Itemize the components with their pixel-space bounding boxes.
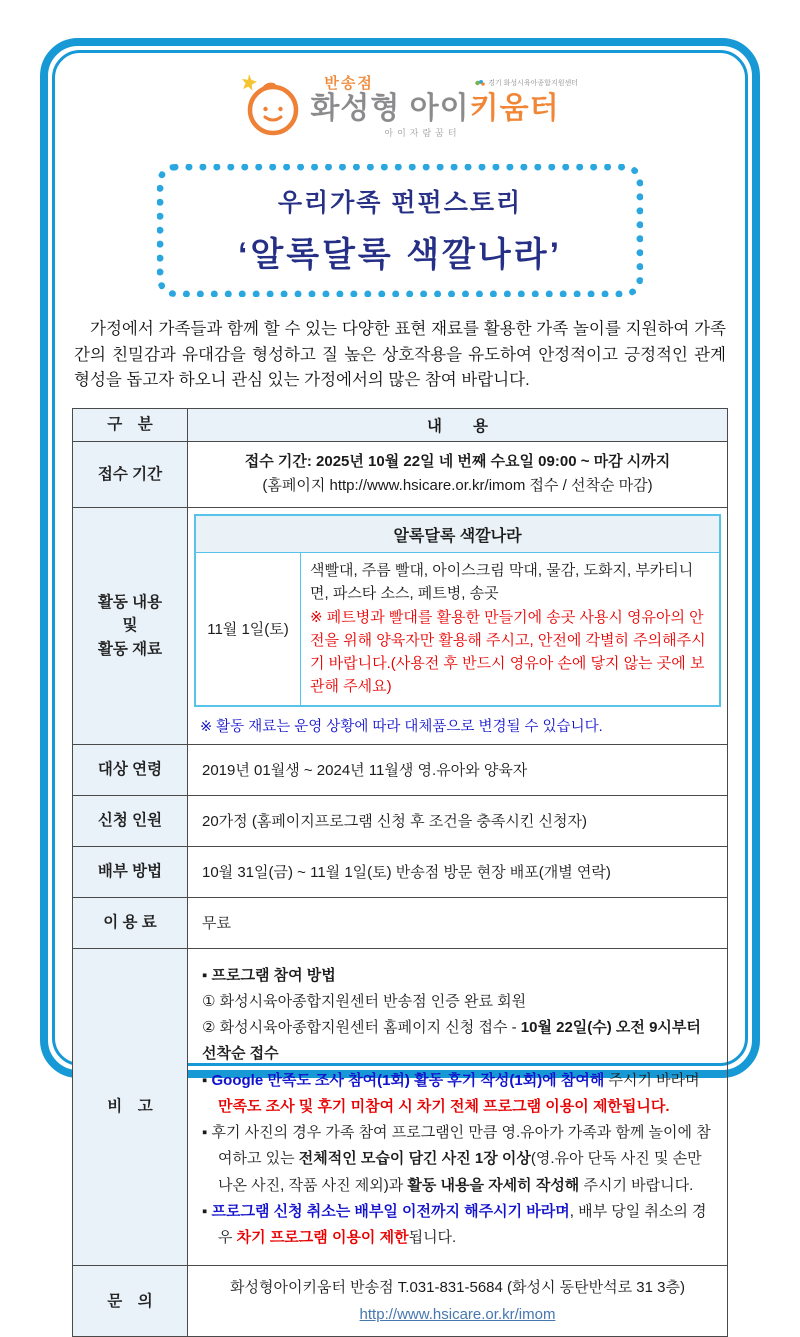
- table-row-capacity: [73, 795, 728, 846]
- remarks-line-1: ▪ 프로그램 참여 방법: [202, 966, 336, 984]
- table-row-fee: [73, 897, 728, 948]
- contact-label: 문 의: [73, 1266, 188, 1337]
- capacity-value: 20가정 (홈페이지프로그램 신청 후 조건을 충족시킨 신청자): [188, 795, 728, 846]
- remarks-line-5: ▪ 후기 사진의 경우 가족 참여 프로그램인 만큼 영.유아가 가족과 함께 놀이에 참여하고 있는 전체적인 모습이 담긴 사진 1장 이상(영.유아 단독 사진 및 손만 나온 사진, 작품 사진 제외)과 활동 내용을 자세히 작성해 주시기 바랍니다.: [202, 1124, 711, 1194]
- activity-date: 11월 1일(토): [195, 553, 301, 706]
- activity-value: [188, 508, 728, 745]
- age-label: 대상 연령: [73, 744, 188, 795]
- partner-logo-icon: [475, 79, 485, 87]
- fee-label: 이 용 료: [73, 897, 188, 948]
- title-box: [157, 164, 643, 297]
- flyer-content: [48, 46, 752, 1324]
- capacity-label: 신청 인원: [73, 795, 188, 846]
- remarks-line-3: ② 화성시육아종합지원센터 홈페이지 신청 접수 - 10월 22일(수) 오전 9시부터 선착순 접수: [202, 1019, 701, 1063]
- website-link[interactable]: http://www.hsicare.or.kr/imom: [359, 1306, 556, 1324]
- branch-name: 반송점: [324, 75, 374, 92]
- program-info-table: [72, 408, 728, 1337]
- table-row-distribution: [73, 846, 728, 897]
- remarks-value: [188, 948, 728, 1266]
- contact-value: [188, 1266, 728, 1337]
- distribution-value: 10월 31일(금) ~ 11월 1일(토) 반송점 방문 현장 배포(개별 연락): [188, 846, 728, 897]
- header-category: 구 분: [73, 408, 188, 441]
- distribution-label: 배부 방법: [73, 846, 188, 897]
- table-row-activity: [73, 508, 728, 745]
- face-logo-icon: [240, 72, 302, 138]
- activity-materials: 색빨대, 주름 빨대, 아이스크림 막대, 물감, 도화지, 부카티니 면, 파스타 소스, 페트병, 송곳 ※ 페트병과 빨대를 활용한 만들기에 송곳 사용시 영유아의 안전을 위해 양육자만 활용해 주시고, 안전에 각별히 주의해주시기 바랍니다.(사용전 후 반드시 영유아 손에 닿지 않는 곳에 보관해 주세요): [301, 553, 721, 706]
- activity-title: 알록달록 색깔나라: [195, 515, 720, 553]
- table-row-remarks: [73, 948, 728, 1266]
- table-row-age: [73, 744, 728, 795]
- decorative-frame: [40, 38, 760, 1324]
- program-title: ‘알록달록 색깔나라’: [237, 236, 563, 274]
- brand-name: 화성형 아이키움터: [310, 92, 560, 125]
- reception-value: 접수 기간: 2025년 10월 22일 네 번째 수요일 09:00 ~ 마감 시까지 (홈페이지 http://www.hsicare.or.kr/imom 접수 / 선착순 마감): [188, 441, 728, 508]
- fee-value: 무료: [188, 897, 728, 948]
- table-row-contact: [73, 1266, 728, 1337]
- program-series-title: 우리가족 펀펀스토리: [277, 189, 523, 217]
- activity-label: 활동 내용 및 활동 재료: [73, 508, 188, 745]
- brand-subtitle: 아이자람꿈터: [384, 127, 461, 138]
- reception-label: 접수 기간: [73, 441, 188, 508]
- logo-header: [72, 72, 728, 154]
- activity-detail-table: [194, 514, 721, 707]
- remarks-line-6: ▪ 프로그램 신청 취소는 배부일 이전까지 해주시기 바라며, 배부 당일 취소의 경우 차기 프로그램 이용이 제한됩니다.: [202, 1202, 707, 1247]
- table-row-reception: [73, 441, 728, 508]
- age-value: 2019년 01월생 ~ 2024년 11월생 영.유아와 양육자: [188, 744, 728, 795]
- partner-org: 경기 화성시육아종합지원센터: [475, 78, 578, 88]
- remarks-label: 비 고: [73, 948, 188, 1266]
- activity-detail-row: [195, 553, 720, 706]
- remarks-line-2: ① 화성시육아종합지원센터 반송점 인증 완료 회원: [202, 992, 527, 1010]
- remarks-line-4: ▪ Google 만족도 조사 참여(1회) 활동 후기 작성(1회)에 참여해 주시기 바라며 만족도 조사 및 후기 미참여 시 차기 전체 프로그램 이용이 제한됩니다.: [202, 1071, 700, 1115]
- intro-paragraph: 가정에서 가족들과 함께 할 수 있는 다양한 표현 재료를 활용한 가족 놀이를 지원하여 가족 간의 친밀감과 유대감을 형성하고 질 높은 상호작용을 유도하여 안정적이고 긍정적인 관계 형성을 돕고자 하오니 관심 있는 가정에서의 많은 참여 바랍니다.: [74, 320, 726, 390]
- activity-title-row: [195, 515, 720, 553]
- header-content: 내 용: [188, 408, 728, 441]
- activity-note: ※ 활동 재료는 운영 상황에 따라 대체품으로 변경될 수 있습니다.: [200, 718, 603, 735]
- contact-info: 화성형아이키움터 반송점 T.031-831-5684 (화성시 동탄반석로 31 3층): [230, 1279, 685, 1297]
- table-header-row: [73, 408, 728, 441]
